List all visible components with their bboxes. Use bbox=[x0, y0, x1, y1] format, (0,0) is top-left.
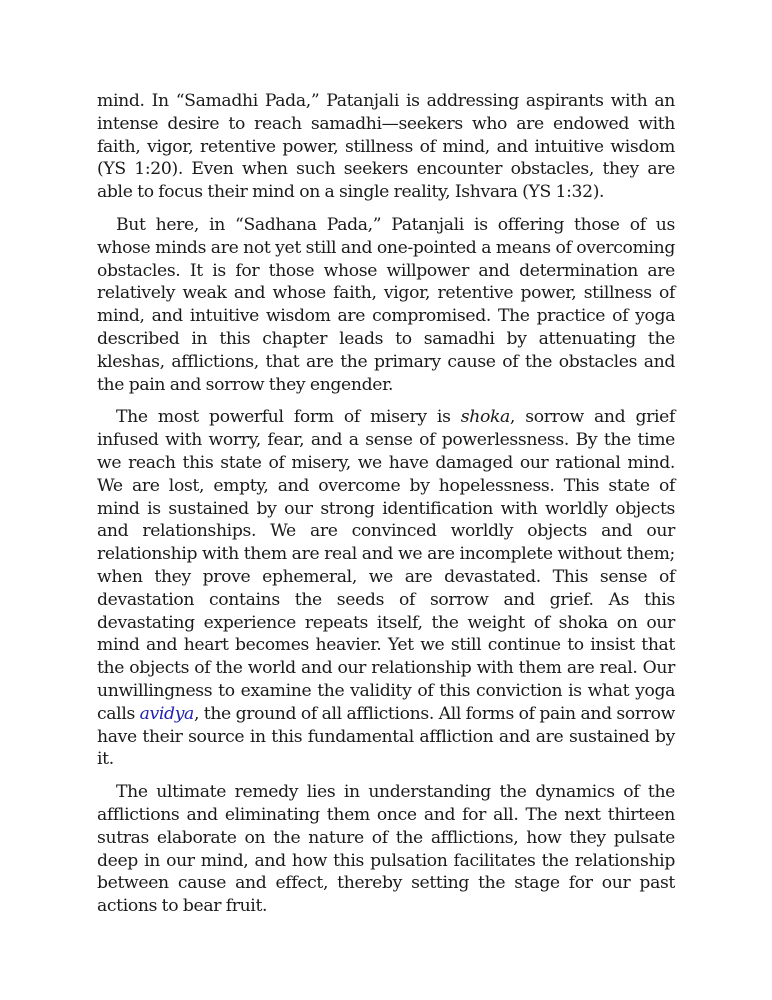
term-link-avidya[interactable]: avidya bbox=[139, 703, 194, 724]
paragraph-3-text-a: The most powerful form of misery is bbox=[116, 407, 461, 428]
paragraph-4-text: The ultimate remedy lies in understanding the dynamics of the afflictions and eliminating them once and for all. The next thirteen sutras elaborate on the nature of the afflictions, how they pulsate deep in our mind, and how this pulsation facilitates the relationship between cause and effect, thereby setting the stage for our past actions to bear fruit. bbox=[97, 782, 675, 917]
paragraph-1-text: mind. In “Samadhi Pada,” Patanjali is addressing aspirants with an intense desire to reach samadhi—seekers who are endowed with faith, vigor, retentive power, stillness of mind, and intuitive wisdom (YS 1:20). Even when such seekers encounter obstacles, they are able to focus their mind on a single reality, Ishvara (YS 1:32). bbox=[97, 91, 675, 203]
paragraph-3-text-c: , the ground of all afflictions. All forms of pain and sorrow have their source in this fundamental affliction and are sustained by it. bbox=[97, 703, 675, 770]
paragraph-2 bbox=[97, 214, 675, 396]
paragraph-2-text: But here, in “Sadhana Pada,” Patanjali is offering those of us whose minds are not yet still and one-pointed a means of overcoming obstacles. It is for those whose willpower and determination are relatively weak and whose faith, vigor, retentive power, stillness of mind, and intuitive wisdom are compromised. The practice of yoga described in this chapter leads to samadhi by attenuating the kleshas, afflictions, that are the primary cause of the obstacles and the pain and sorrow they engender. bbox=[97, 214, 675, 395]
paragraph-3-text-b: , sorrow and grief infused with worry, fear, and a sense of powerlessness. By the time we reach this state of misery, we have damaged our rational mind. We are lost, empty, and overcome by hopelessness. This state of mind is sustained by our strong identification with worldly objects and relationships. We are convinced worldly objects and our relationship with them are real and we are incomplete without them; when they prove ephemeral, we are devastated. This sense of devastation contains the seeds of sorrow and grief. As this devastating experience repeats itself, the weight of shoka on our mind and heart becomes heavier. Yet we still continue to insist that the objects of the world and our relationship with them are real. Our unwillingness to examine the validity of this conviction is what yoga calls bbox=[97, 407, 676, 724]
paragraph-4 bbox=[97, 781, 675, 918]
term-shoka: shoka bbox=[460, 407, 510, 428]
paragraph-1 bbox=[97, 90, 675, 204]
page-body bbox=[97, 90, 675, 928]
paragraph-3 bbox=[97, 406, 675, 771]
